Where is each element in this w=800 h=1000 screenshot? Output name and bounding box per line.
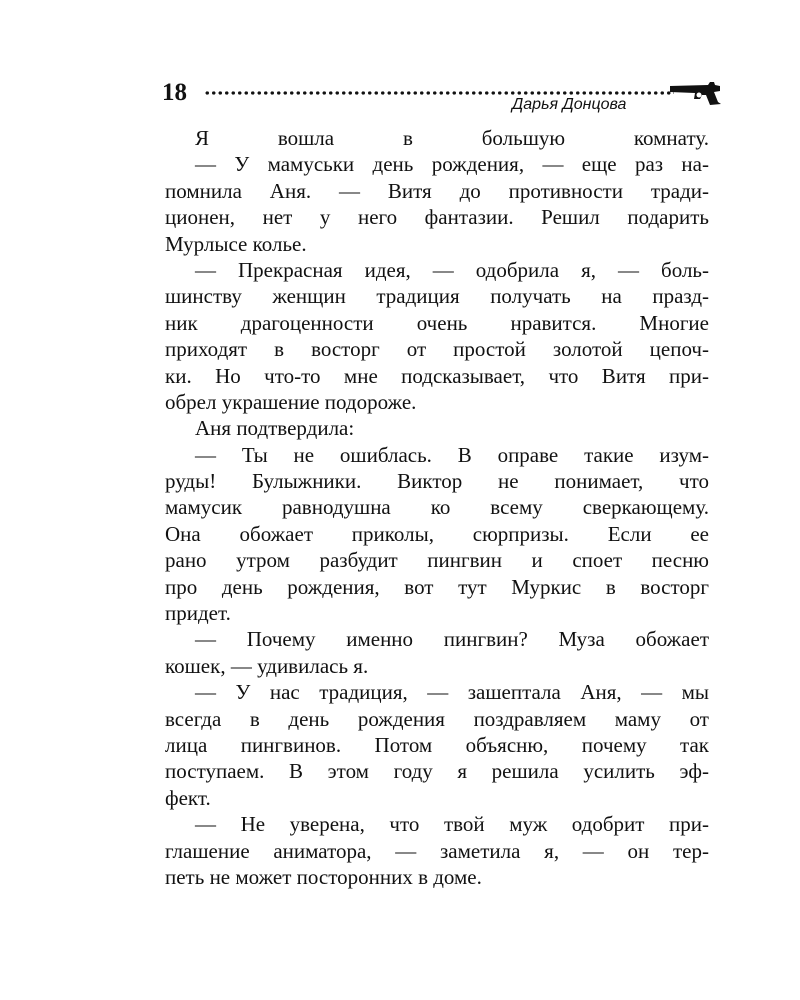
text-line: Мурлысе колье. [165,231,307,256]
text-line: рано утром разбудит пингвин и споет песню [165,548,709,573]
text-line: лица пингвинов. Потом объясню, почему так [165,732,709,757]
text-line: всегда в день рождения поздравляем маму от [165,706,709,731]
running-head-author: Дарья Донцова [512,96,627,113]
text-line: ник драгоценности очень нравится. Многие [165,310,709,335]
text-line: шинству женщин традиция получать на празд- [165,284,709,309]
text-line: Я вошла в большую комнату. [195,126,709,150]
text-line: ки. Но что-то мне подсказывает, что Витя при- [165,363,709,388]
text-line: фект. [165,785,211,810]
text-line: руды! Булыжники. Виктор не понимает, что [165,469,709,494]
text-line: — У нас традиция, — зашептала Аня, — мы [195,680,709,705]
text-line: поступаем. В этом году я решила усилить эф- [165,759,709,784]
text-line: — Ты не ошиблась. В оправе такие изум- [195,442,709,467]
text-line: Она обожает приколы, сюрпризы. Если ее [165,521,709,546]
revolver-icon [668,80,724,106]
text-line: — Прекрасная идея, — одобрила я, — боль- [195,257,709,282]
page-header [160,78,720,118]
text-line: ционен, нет у него фантазии. Решил подарить [165,205,709,230]
text-line: обрел украшение подороже. [165,389,417,414]
body-text [165,125,709,890]
text-line: приходят в восторг от простой золотой цепоч- [165,337,709,362]
text-line: — Не уверена, что твой муж одобрит при- [195,812,709,837]
page-number: 18 [162,79,187,106]
text-line: — Почему именно пингвин? Муза обожает [195,627,709,652]
text-line: глашение аниматора, — заметила я, — он тер- [165,838,709,863]
text-line: Аня подтвердила: [195,416,355,441]
text-line: придет. [165,601,231,626]
text-line: помнила Аня. — Витя до противности тради- [165,178,709,203]
text-line: кошек, — удивилась я. [165,653,369,678]
text-line: про день рождения, вот тут Муркис в восторг [165,574,709,599]
text-line: петь не может посторонних в доме. [165,864,482,889]
text-line: мамусик равнодушна ко всему сверкающему. [165,495,709,520]
text-line: — У мамуськи день рождения, — еще раз на- [195,152,709,177]
